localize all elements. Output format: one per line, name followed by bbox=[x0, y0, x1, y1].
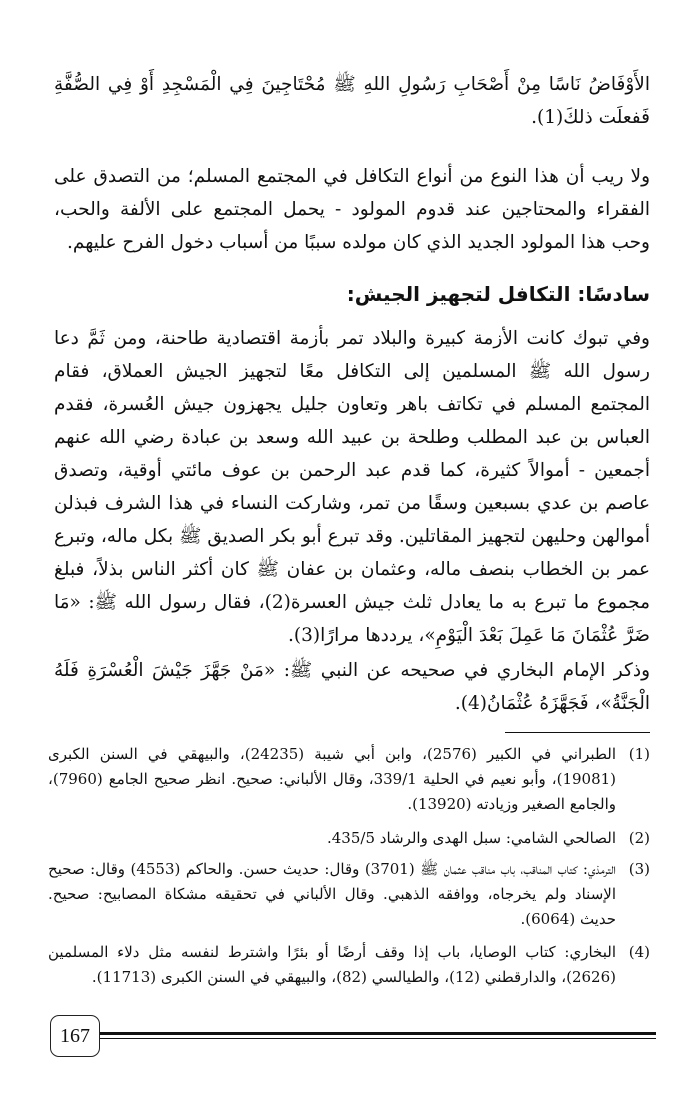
paragraph-continuation: الأَوْفَاضُ نَاسًا مِنْ أَصْحَابِ رَسُولِ اللهِ ﷺ مُحْتَاجِينَ فِي الْمَسْجِدِ أَوْ فِي الصُّفَّةِ فَفعلَت ذلكَ(1). bbox=[54, 74, 650, 128]
footnote-text: الترمذي: كتاب المناقب، باب مناقب عثمان ﷺ (3701) وقال: حديث حسن. والحاكم (4553) وقال: صحيح الإسناد ولم يخرجاه، ووافقه الذهبي. وقال الألباني في تحقيقه مشكاة المصابيح: صحيح. حديث (6064). bbox=[48, 860, 616, 928]
section-heading: سادسًا: التكافل لتجهيز الجيش: bbox=[346, 282, 650, 306]
footnote-number: (3) bbox=[628, 860, 650, 878]
footnote-text: الصالحي الشامي: سبل الهدى والرشاد 435/5. bbox=[326, 829, 616, 847]
footnote-number: (4) bbox=[628, 943, 650, 961]
footer-rule-thick bbox=[96, 1032, 656, 1035]
footnote-text: البخاري: كتاب الوصايا، باب إذا وقف أرضًا أو بئرًا واشترط لنفسه مثل دلاء المسلمين (2626)، والدارقطني (12)، والطيالسي (82)، والبيهقي في السنن الكبرى (11713). bbox=[48, 943, 616, 986]
paragraph-bukhari: وذكر الإمام البخاري في صحيحه عن النبي ﷺ: «مَنْ جَهَّزَ جَيْشَ الْعُسْرَةِ فَلَهُ الْجَنَّةُ»، فَجَهَّزَهُ عُثْمَانُ(4). bbox=[54, 660, 650, 714]
footnote-1 bbox=[48, 742, 650, 817]
footnote-number: (2) bbox=[628, 829, 650, 847]
footnote-2 bbox=[48, 826, 650, 851]
footer-rule-thin bbox=[96, 1038, 656, 1039]
footnote-3 bbox=[48, 857, 650, 932]
paragraph-takaful-intro: ولا ريب أن هذا النوع من أنواع التكافل في المجتمع المسلم؛ من التصدق على الفقراء والمحتاجين عند قدوم المولود - يحمل المجتمع على الألفة والحب، وحب هذا المولود الجديد الذي كان مولده سببًا من أسباب دخول الفرح عليهم. bbox=[54, 166, 650, 253]
paragraph-tabuk: وفي تبوك كانت الأزمة كبيرة والبلاد تمر بأزمة اقتصادية طاحنة، ومن ثَمَّ دعا رسول الله ﷺ المسلمين إلى التكافل معًا لتجهيز الجيش العملاق، فقام المجتمع المسلم في تكاتف باهر وتعاون جليل يجهزون جيش العُسرة، فقدم العباس بن عبد المطلب وطلحة بن عبيد الله وسعد بن عبادة رضي الله عنهم أجمعين - أموالاً كثيرة، كما قدم عبد الرحمن بن عوف مائتي أوقية، وتصدق عاصم بن عدي بسبعين وسقًا من تمر، وشاركت النساء في هذا الشرف فبذلن أموالهن وحليهن لتجهيز المقاتلين. وقد تبرع أبو بكر الصديق ﷺ بكل ماله، وتبرع عمر بن الخطاب بنصف ماله، وعثمان بن عفان ﷺ كان أكثر الناس بذلاً، فبلغ مجموع ما تبرع به ما يعادل ثلث جيش العسرة(2)، فقال رسول الله ﷺ: «مَا ضَرَّ عُثْمَانَ مَا عَمِلَ بَعْدَ الْيَوْمِ»، يرددها مرارًا(3). bbox=[54, 328, 650, 646]
footnote-number: (1) bbox=[628, 745, 650, 763]
footnote-text: الطبراني في الكبير (2576)، وابن أبي شيبة (24235)، والبيهقي في السنن الكبرى (19081)، وأبو نعيم في الحلية 339/1، وقال الألباني: صحيح. انظر صحيح الجامع (7960)، والجامع الصغير وزيادته (13920). bbox=[48, 745, 617, 813]
footnote-4 bbox=[48, 940, 650, 990]
footnote-separator bbox=[505, 732, 650, 733]
page-number: 167 bbox=[50, 1015, 100, 1057]
